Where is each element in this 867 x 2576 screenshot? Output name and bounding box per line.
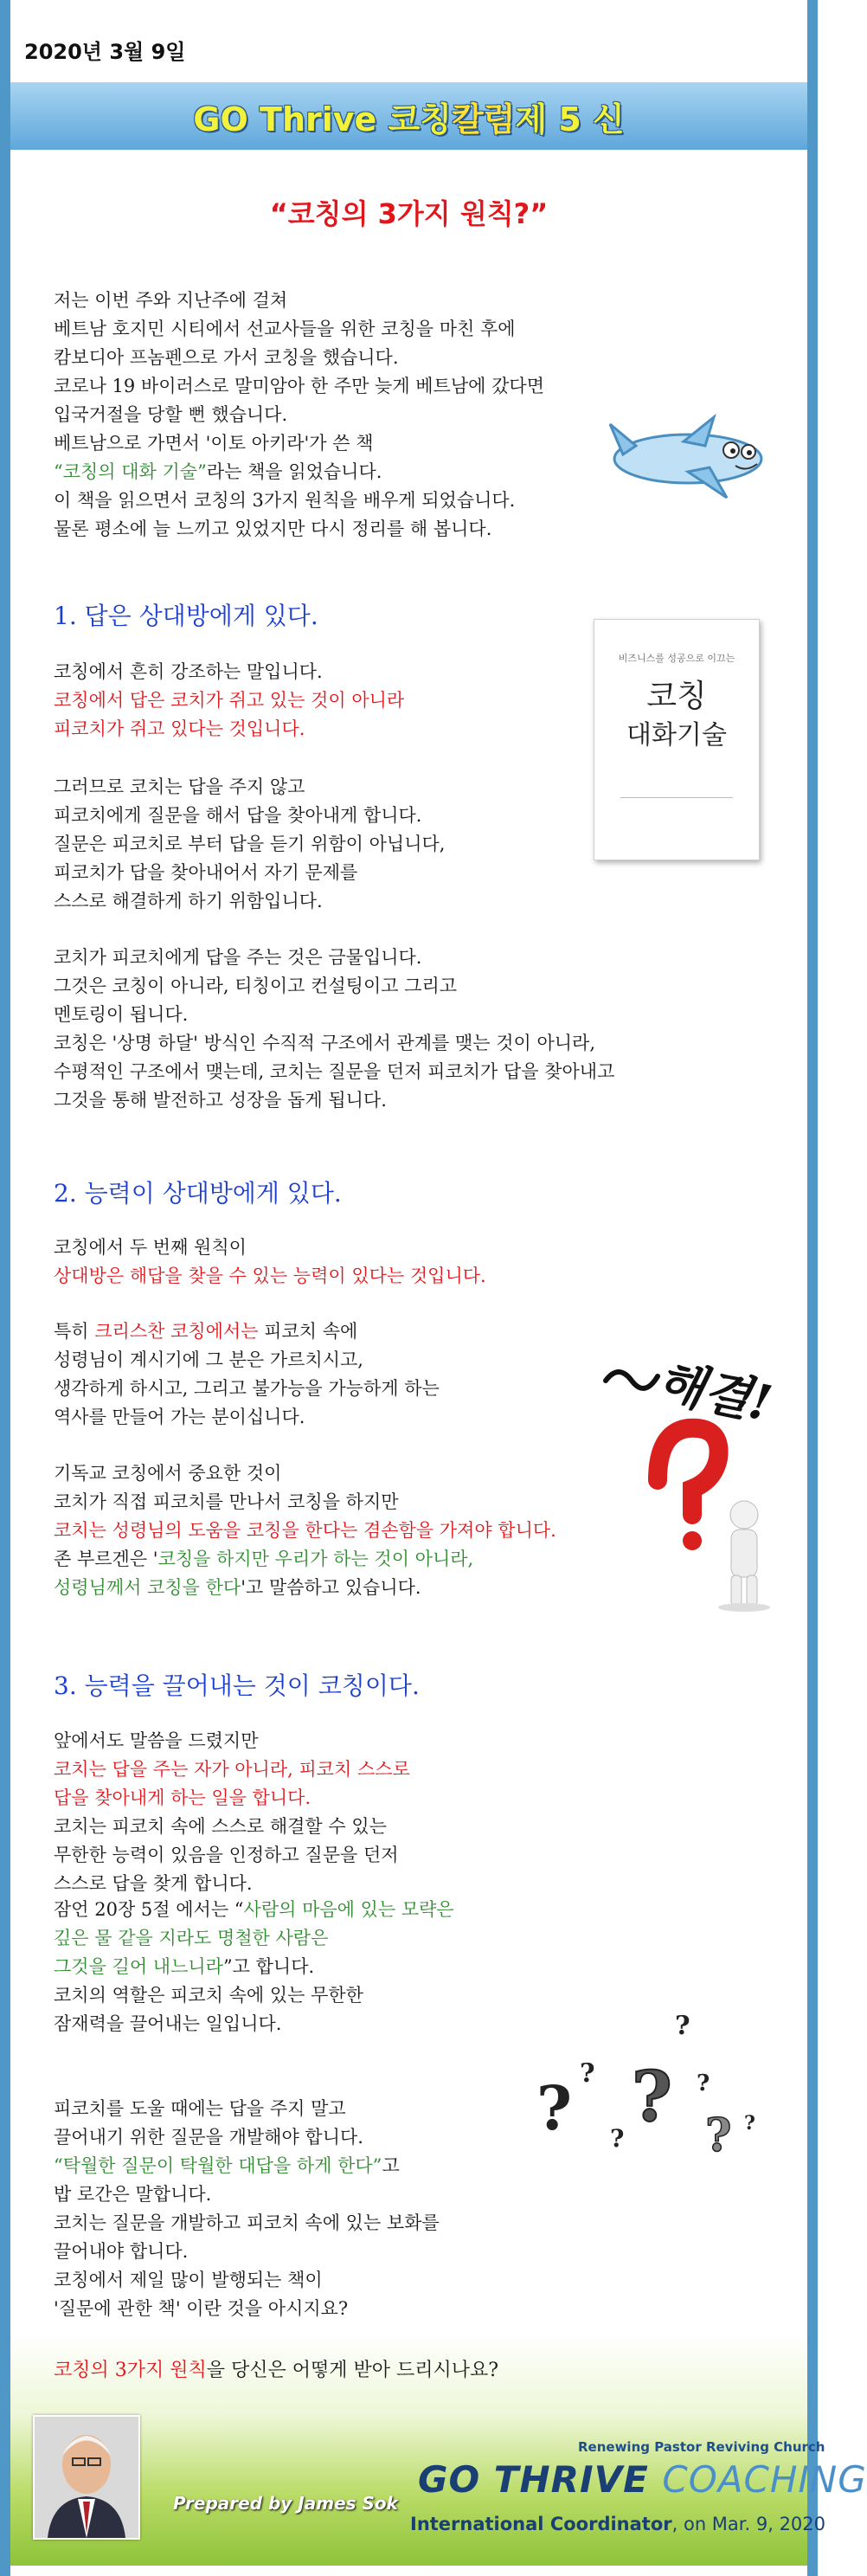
intro-line: 베트남 호지민 시티에서 선교사들을 위한 코칭을 마친 후에 — [54, 319, 516, 339]
section2-quote-line2 — [54, 1574, 556, 1602]
svg-text:?: ? — [536, 2072, 573, 2144]
coordinator-date: , on Mar. 9, 2020 — [671, 2514, 826, 2534]
section3-line: 코칭에서 제일 많이 발행되는 책이 — [54, 2270, 323, 2290]
intro-line: 이 책을 읽으면서 코칭의 3가지 원칙을 배우게 되었습니다. — [54, 490, 516, 511]
burgen-quote-part1: 코칭을 하지만 우리가 하는 것이 아니라, — [157, 1549, 474, 1569]
section1-highlight-line: 코칭에서 답은 코치가 쥐고 있는 것이 아니라 — [54, 690, 405, 711]
svg-text:?: ? — [675, 2011, 690, 2041]
author-portrait — [35, 2417, 138, 2538]
section3-line: 스스로 답을 찾게 합니다. — [54, 1873, 253, 1894]
section1-line: 수평적인 구조에서 맺는데, 코치는 질문을 던저 피코치가 답을 찾아내고 — [54, 1061, 615, 1082]
section1-line: 피코치가 답을 찾아내어서 자기 문제를 — [54, 862, 358, 883]
question-marks-illustration — [528, 2000, 770, 2173]
proverbs-quote-part3: 그것을 길어 내느니라 — [54, 1956, 223, 1977]
section3-line: 코치의 역할은 피코치 속에 있는 무한한 — [54, 1985, 363, 2006]
intro-line: 코로나 19 바이러스로 말미암아 한 주만 늦게 베트남에 갔다면 — [54, 376, 544, 396]
section1-highlight-line: 피코치가 쥐고 있다는 것입니다. — [54, 718, 305, 739]
solution-handwritten-text: 해결! — [652, 1352, 777, 1433]
section2-text: 특히 — [54, 1321, 95, 1342]
section3-line: 밥 로간은 말합니다. — [54, 2184, 212, 2205]
section2-line: 기독교 코칭에서 중요한 것이 — [54, 1463, 282, 1484]
section2-highlight-line: 코치는 성령님의 도움을 코칭을 한다는 겸손함을 가져야 합니다. — [54, 1520, 556, 1541]
intro-line: 물론 평소에 늘 느끼고 있었지만 다시 정리를 해 봅니다. — [54, 518, 492, 539]
svg-text:?: ? — [705, 2109, 732, 2162]
section3-line: 코치는 질문을 개발하고 피코치 속에 있는 보화를 — [54, 2212, 440, 2233]
section2-heading: 2. 능력이 상대방에게 있다. — [54, 1179, 342, 1208]
section2-line-christian — [54, 1317, 440, 1346]
section1-line: 코치가 피코치에게 답을 주는 것은 금물입니다. — [54, 947, 422, 968]
go-thrive-logo — [418, 2458, 867, 2501]
column-date: 2020년 3월 9일 — [24, 40, 186, 64]
proverbs-quote-part2: 깊은 물 같을 지라도 명철한 사람은 — [54, 1928, 329, 1948]
coordinator-title: International Coordinator — [410, 2514, 672, 2534]
section1-line: 코칭은 '상명 하달' 방식인 수직적 구조에서 관계를 맺는 것이 아니라, — [54, 1033, 596, 1053]
section1-paragraph3 — [54, 943, 614, 1115]
banner-title-main: GO Thrive 코칭 — [193, 100, 452, 138]
banner-title — [10, 82, 807, 150]
section2-line: 성령님이 계시기에 그 분은 가르치시고, — [54, 1349, 363, 1370]
article-headline: “코칭의 3가지 원칙?” — [269, 197, 549, 230]
intro-line-book — [54, 458, 544, 486]
section2-paragraph2 — [54, 1317, 440, 1432]
section1-paragraph2 — [54, 773, 445, 916]
section1-line: 그것을 통해 발전하고 성장을 돕게 됩니다. — [54, 1090, 387, 1111]
section1-line: 코칭에서 흔히 강조하는 말입니다. — [54, 661, 323, 682]
title-banner — [10, 82, 807, 150]
section2-paragraph1 — [54, 1233, 486, 1291]
logo-coaching: COACHING — [662, 2458, 867, 2501]
section1-heading: 1. 답은 상대방에게 있다. — [54, 602, 318, 630]
section2-line: 코치가 직접 피코치를 만나서 코칭을 하지만 — [54, 1491, 399, 1512]
section3-line: '질문에 관한 책' 이란 것을 아시지요? — [54, 2298, 349, 2319]
section3-text: ”고 합니다. — [222, 1956, 315, 1977]
book-divider — [620, 797, 733, 798]
section3-paragraph1 — [54, 1727, 410, 1898]
logan-quote-line — [54, 2152, 440, 2180]
svg-text:?: ? — [580, 2058, 595, 2089]
intro-line: 베트남으로 가면서 '이토 아키라'가 쓴 책 — [54, 433, 374, 454]
proverbs-quote-part1: 사람의 마음에 있는 모략은 — [243, 1899, 454, 1920]
question-figure-illustration — [597, 1329, 787, 1614]
svg-text:?: ? — [697, 2070, 710, 2096]
airplane-illustration — [606, 407, 779, 502]
book-cover — [594, 619, 760, 860]
section3-text: 잠언 20장 5절 에서는 “ — [54, 1899, 244, 1920]
section2-text: '고 말씀하고 있습니다. — [241, 1577, 421, 1598]
section3-line: 피코치를 도울 때에는 답을 주지 말고 — [54, 2098, 346, 2119]
section3-line: 무한한 능력이 있음을 인정하고 질문을 던저 — [54, 1845, 399, 1865]
intro-line: 입국거절을 당할 뻔 했습니다. — [54, 404, 288, 425]
section2-line: 코칭에서 두 번째 원칙이 — [54, 1237, 247, 1258]
section3-text: 고 — [382, 2155, 400, 2176]
intro-paragraph — [54, 287, 544, 544]
burgen-quote-part2: 성령님께서 코칭을 한다 — [54, 1577, 241, 1598]
author-photo — [33, 2415, 140, 2540]
section1-line: 스스로 해결하게 하기 위함입니다. — [54, 891, 323, 911]
svg-text:?: ? — [632, 2056, 672, 2137]
section2-paragraph3 — [54, 1459, 556, 1602]
book-title-line2: 대화기술 — [626, 720, 727, 750]
section2-line: 생각하게 하시고, 그리고 불가능을 가능하게 하는 — [54, 1378, 440, 1399]
closing-highlight: 코칭의 3가지 원칙 — [54, 2360, 207, 2381]
section1-line: 질문은 피코치로 부터 답을 듣기 위함이 아닙니다, — [54, 834, 446, 854]
proverbs-line3 — [54, 1953, 454, 1981]
section3-paragraph3 — [54, 2095, 440, 2323]
prepared-by: Prepared by James Sok — [173, 2493, 398, 2514]
ministry-tagline: Renewing Pastor Reviving Church — [578, 2439, 825, 2455]
section2-highlight-line: 상대방은 해답을 찾을 수 있는 능력이 있다는 것입니다. — [54, 1265, 486, 1286]
section1-line: 그것은 코칭이 아니라, 티칭이고 컨설팅이고 그리고 — [54, 976, 458, 996]
banner-title-issue: 제 5 신 — [515, 100, 625, 138]
section3-line: 앞에서도 말씀을 드렸지만 — [54, 1730, 259, 1751]
section3-line: 잠재력을 끌어내는 일입니다. — [54, 2013, 282, 2034]
section3-highlight-line: 코치는 답을 주는 자가 아니라, 피코치 스스로 — [54, 1759, 410, 1780]
section3-heading: 3. 능력을 끌어내는 것이 코칭이다. — [54, 1671, 420, 1700]
section1-line: 피코치에게 질문을 해서 답을 찾아내게 합니다. — [54, 805, 422, 826]
banner-title-column: 칼럼 — [451, 100, 516, 138]
closing-question — [54, 2356, 498, 2385]
section3-line: 코치는 피코치 속에 스스로 해결할 수 있는 — [54, 1816, 387, 1837]
section1-paragraph1 — [54, 658, 404, 744]
book-title-quote: “코칭의 대화 기술” — [54, 461, 207, 482]
section2-quote-line1 — [54, 1545, 556, 1574]
closing-line — [54, 2356, 498, 2385]
closing-text: 을 당신은 어떻게 받아 드리시나요? — [206, 2360, 499, 2381]
section3-highlight-line: 답을 찾아내게 하는 일을 합니다. — [54, 1787, 311, 1808]
section3-paragraph2 — [54, 1896, 454, 2038]
svg-text:?: ? — [610, 2124, 625, 2153]
book-subtitle: 비즈니스를 성공으로 이끄는 — [618, 653, 735, 664]
logo-go-thrive: GO THRIVE — [418, 2458, 663, 2501]
section3-line: 끌어내야 합니다. — [54, 2241, 189, 2262]
svg-text:?: ? — [744, 2112, 755, 2135]
section2-line: 역사를 만들어 가는 분이십니다. — [54, 1407, 305, 1427]
section1-line: 멘토링이 됩니다. — [54, 1004, 189, 1025]
christian-coaching-highlight: 크리스찬 코칭에서는 — [94, 1321, 259, 1342]
intro-line-rest: 라는 책을 읽었습니다. — [206, 461, 382, 482]
intro-line: 캄보디아 프놈펜으로 가서 코칭을 했습니다. — [54, 347, 399, 368]
section1-line: 그러므로 코치는 답을 주지 않고 — [54, 776, 305, 797]
coordinator-line — [410, 2514, 825, 2534]
section2-text: 존 부르겐은 ' — [54, 1549, 158, 1569]
logan-quote: “탁월한 질문이 탁월한 대답을 하게 한다” — [54, 2155, 382, 2176]
section3-line: 끌어내기 위한 질문을 개발해야 합니다. — [54, 2127, 363, 2148]
proverbs-line1 — [54, 1896, 454, 1924]
book-title-line1: 코칭 — [646, 679, 707, 714]
section2-text: 피코치 속에 — [258, 1321, 358, 1342]
intro-line: 저는 이번 주와 지난주에 걸쳐 — [54, 290, 288, 311]
